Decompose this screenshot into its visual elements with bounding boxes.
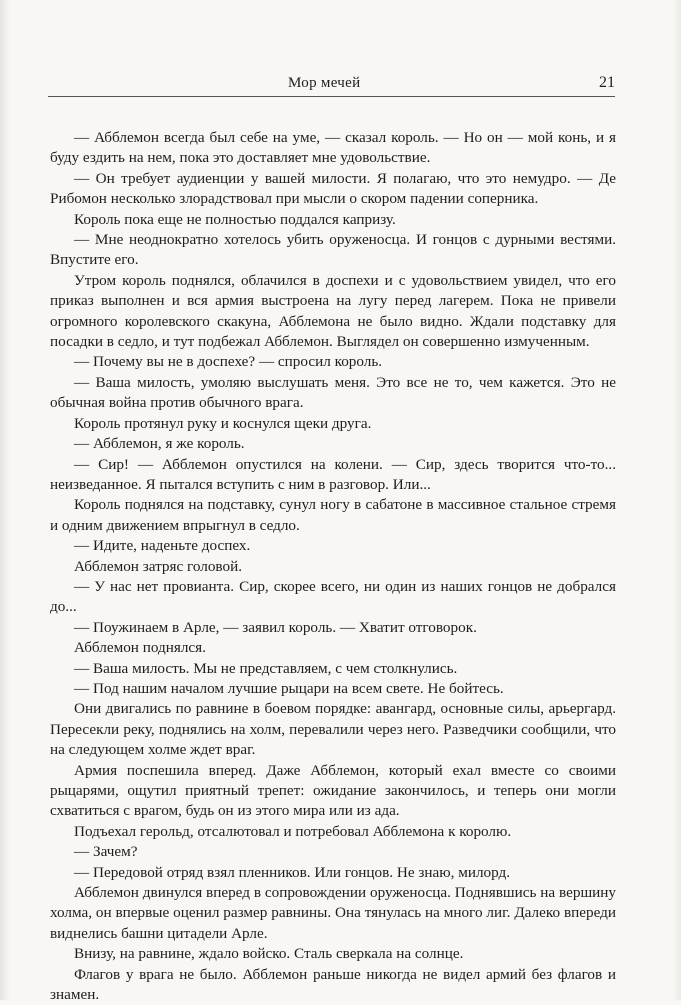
paragraph: — Сир! — Абблемон опустился на колени. — Сир, здесь творится что-то... неизведанное. Я пытался вступить с ним в разговор. Или... xyxy=(50,455,616,493)
paragraph: — Абблемон, я же король. xyxy=(74,435,245,453)
paragraph: — Он требует аудиенции у вашей милости. Я полагаю, что это немудро. — Де Рибомон несколько злорадствовал при мысли о скором падении соперника. xyxy=(50,169,616,208)
running-header xyxy=(48,74,615,97)
paragraph: Абблемон поднялся. xyxy=(74,639,206,657)
paragraph: Абблемон затряс головой. xyxy=(74,557,243,575)
paragraph: — Мне неоднократно хотелось убить оруженосца. И гонцов с дурными вестями. Впустите его. xyxy=(50,231,616,269)
paragraph: — Идите, наденьте доспех. xyxy=(74,537,251,555)
paragraph: — Ваша милость. Мы не представляем, с чем столкнулись. xyxy=(74,659,458,677)
running-title: Мор мечей xyxy=(288,75,361,91)
paragraph: Король протянул руку и коснулся щеки друга. xyxy=(74,414,372,432)
paragraph: — Ваша милость, умоляю выслушать меня. Это все не то, чем кажется. Это не обычная война против обычного врага. xyxy=(50,373,616,412)
paragraph: Король пока еще не полностью поддался капризу. xyxy=(74,210,396,228)
paragraph: — Почему вы не в доспехе? — спросил король. xyxy=(74,353,383,371)
paragraph: Абблемон двинулся вперед в сопровождении оруженосца. Поднявшись на вершину холма, он впервые оценил размер равнины. Она тянулась на много лиг. Далеко впереди виднелись башни цитадели Арле. xyxy=(50,884,616,942)
paragraph: Армия поспешила вперед. Даже Абблемон, который ехал вместе со своими рыцарями, ощутил приятный трепет: ожидание закончилось, и теперь они могли схватиться с врагом, будь он из этого мира или из ада. xyxy=(50,761,616,820)
page-edge-shadow xyxy=(673,0,681,1000)
paragraph: Король поднялся на подставку, сунул ногу в сабатоне в массивное стальное стремя и одним движением впрыгнул в седло. xyxy=(50,496,616,534)
paragraph: — Под нашим началом лучшие рыцари на всем свете. Не бойтесь. xyxy=(74,679,504,697)
spine-shadow xyxy=(0,0,10,1000)
paragraph: — Зачем? xyxy=(74,843,138,861)
paragraph: Внизу, на равнине, ждало войско. Сталь сверкала на солнце. xyxy=(74,945,464,963)
paragraph: — Поужинаем в Арле, — заявил король. — Хватит отговорок. xyxy=(74,618,477,636)
paragraph: Подъехал герольд, отсалютовал и потребовал Абблемона к королю. xyxy=(74,822,512,840)
paragraph: Флагов у врага не было. Абблемон раньше никогда не видел армий без флагов и знамен. xyxy=(50,965,616,1004)
paragraph: — Абблемон всегда был себе на уме, — сказал король. — Но он — мой конь, и я буду ездить на нем, пока это доставляет мне удовольствие. xyxy=(50,129,616,167)
body-text xyxy=(50,128,616,1005)
paragraph: Утром король поднялся, облачился в доспехи и с удовольствием увидел, что его приказ выполнен и вся армия выстроена на лугу перед лагерем. Пока не привели огромного королевского скакуна, Абблемона не было видно. Ждали подставку для посадки в седло, и тут подбежал Абблемон. Выглядел он совершенно измученным. xyxy=(50,271,616,351)
paragraph: — У нас нет провианта. Сир, скорее всего, ни один из наших гонцов не добрался до... xyxy=(50,577,616,616)
paragraph: Они двигались по равнине в боевом порядке: авангард, основные силы, арьергард. Пересекли реку, поднялись на холм, перевалили через него. Разведчики сообщили, что на следующем холме ждет враг. xyxy=(50,700,616,759)
page-number: 21 xyxy=(599,74,615,91)
paragraph: — Передовой отряд взял пленников. Или гонцов. Не знаю, милорд. xyxy=(74,863,511,881)
